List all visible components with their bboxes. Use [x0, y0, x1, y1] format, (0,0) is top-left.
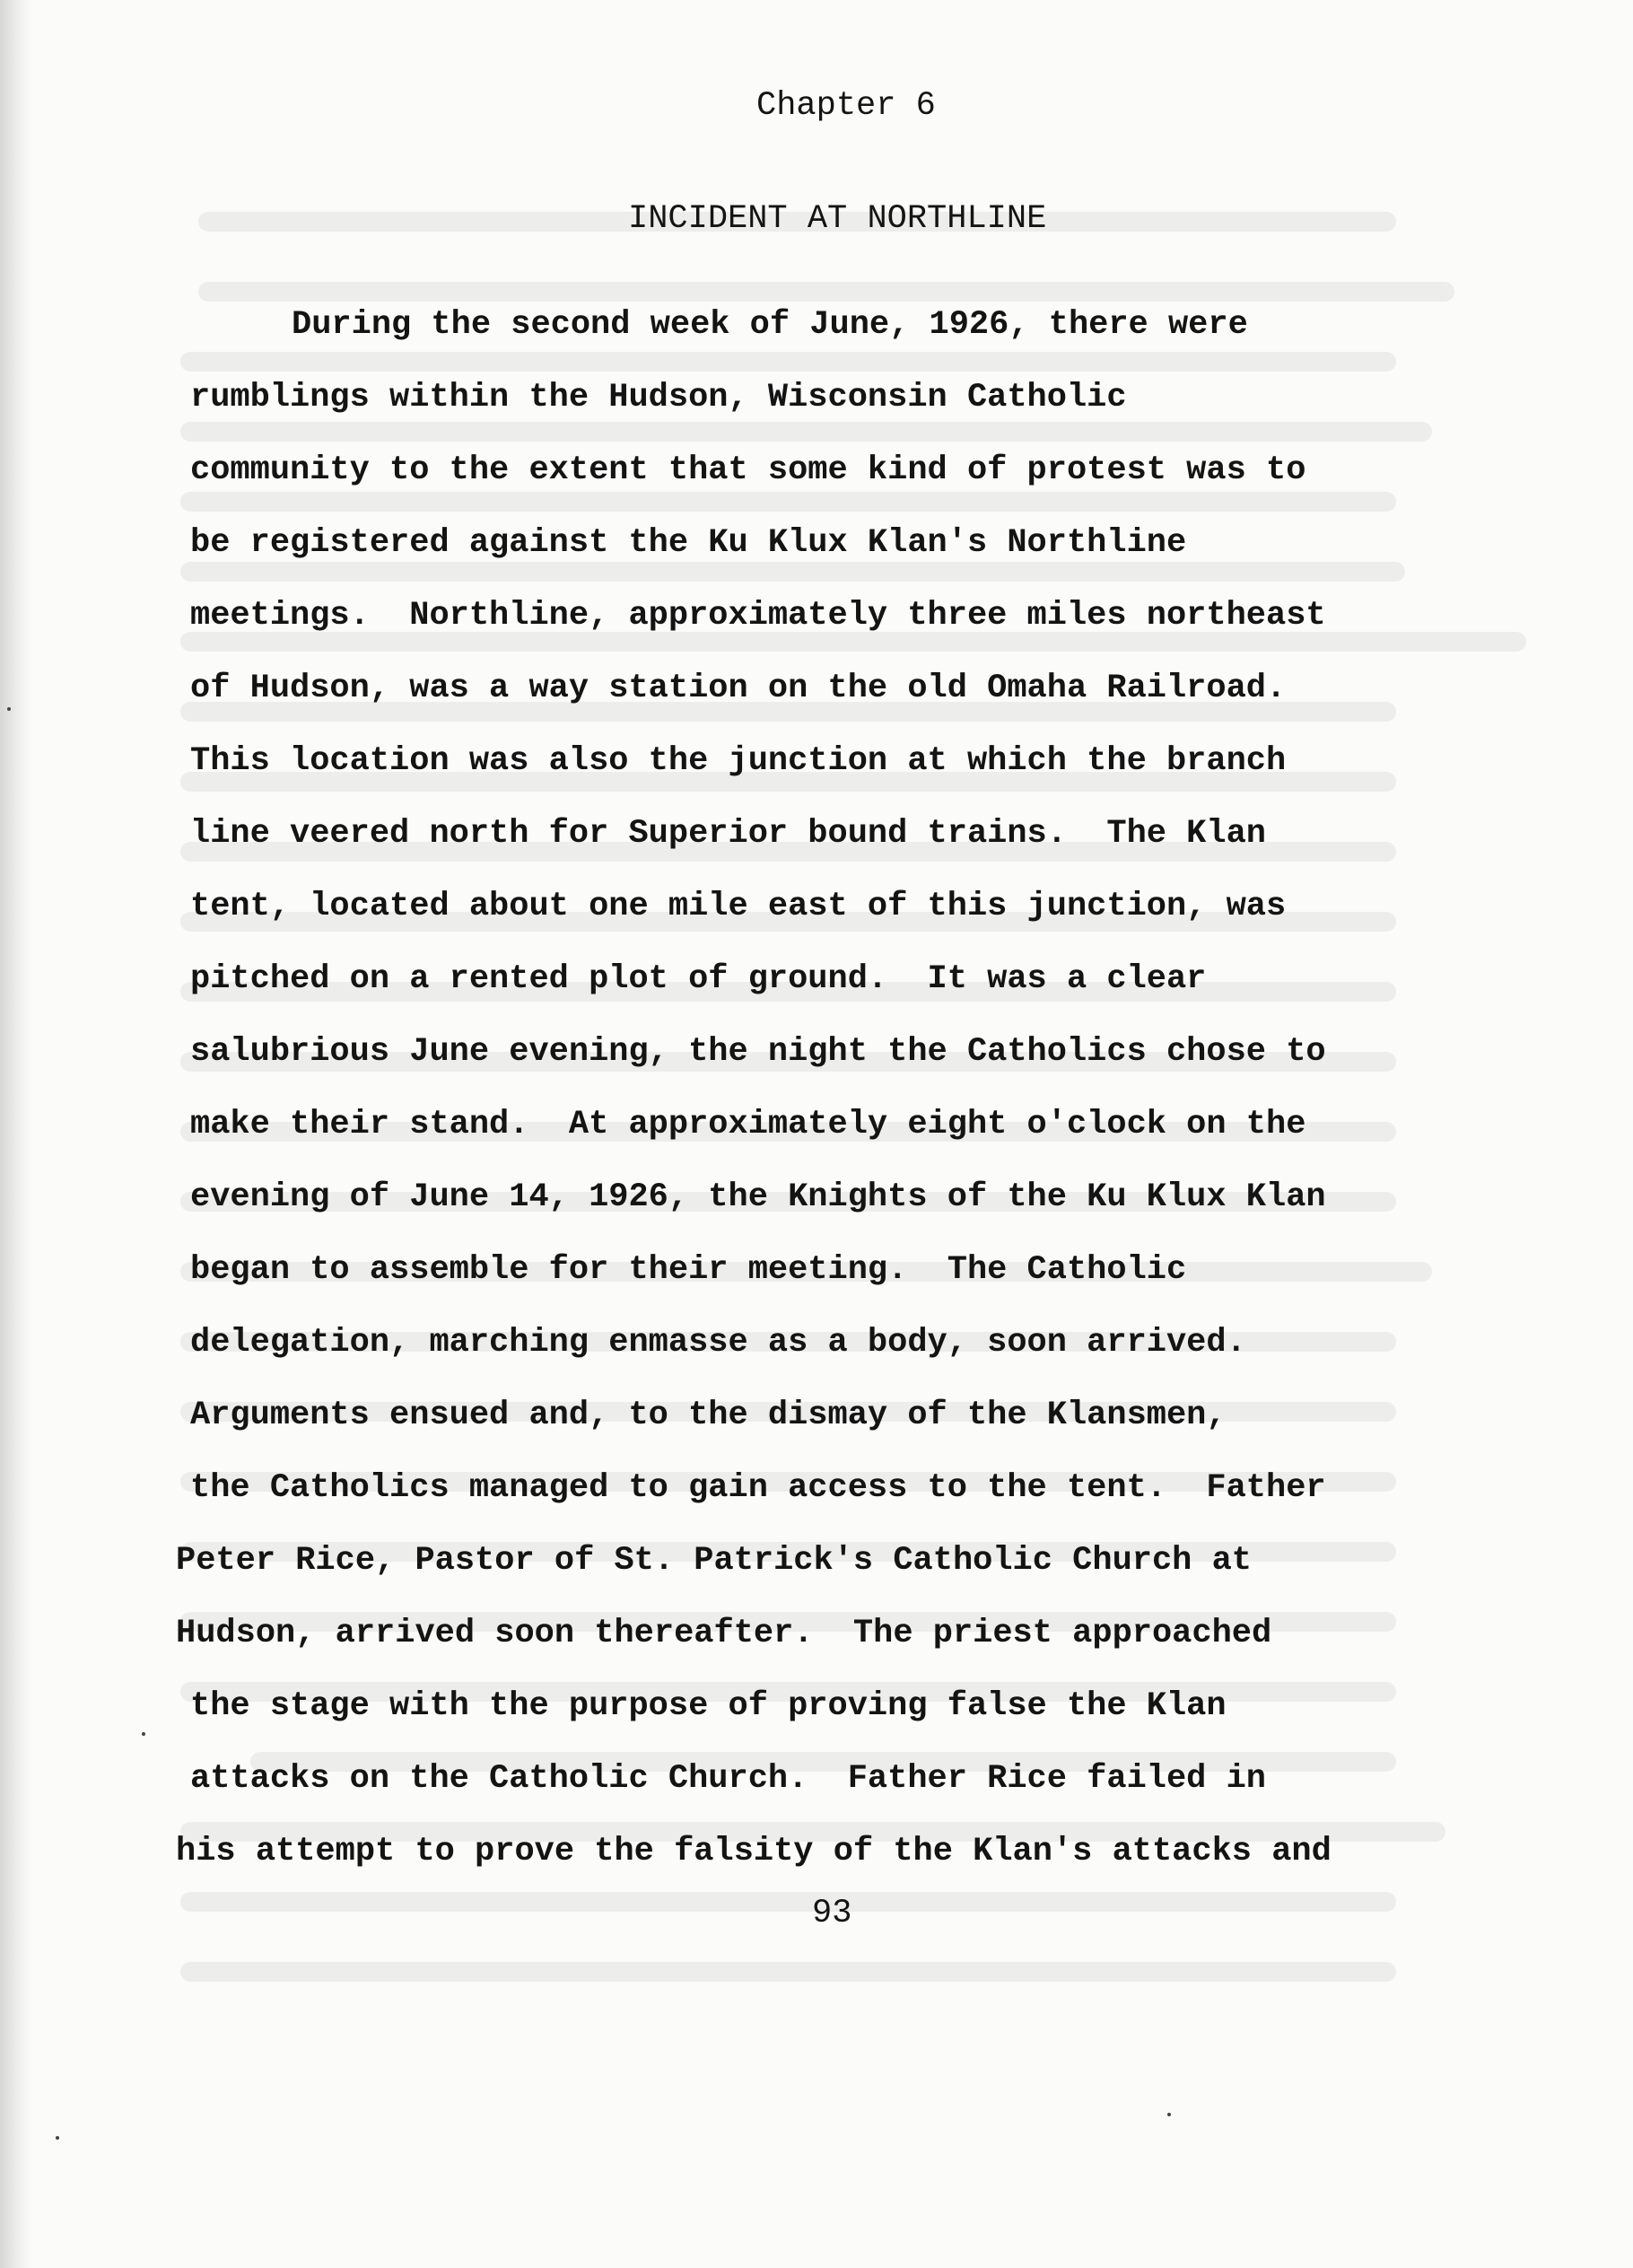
- text-line: salubrious June evening, the night the Catholics chose to: [190, 1033, 1326, 1071]
- text-line: Peter Rice, Pastor of St. Patrick's Catholic Church at: [176, 1542, 1252, 1580]
- scan-speck: [1167, 2113, 1171, 2116]
- page-number: 93: [812, 1895, 852, 1932]
- text-line: Hudson, arrived soon thereafter. The priest approached: [176, 1615, 1272, 1652]
- text-line: community to the extent that some kind of protest was to: [190, 451, 1306, 489]
- text-line: his attempt to prove the falsity of the Klan's attacks and: [176, 1833, 1332, 1870]
- text-line: Arguments ensued and, to the dismay of the Klansmen,: [190, 1397, 1227, 1434]
- text-line: This location was also the junction at which the branch: [190, 742, 1287, 780]
- text-line: delegation, marching enmasse as a body, soon arrived.: [190, 1324, 1246, 1362]
- text-line: make their stand. At approximately eight o'clock on the: [190, 1106, 1306, 1143]
- text-line: the Catholics managed to gain access to the tent. Father: [190, 1469, 1326, 1507]
- text-line: attacks on the Catholic Church. Father Rice failed in: [190, 1760, 1266, 1798]
- scan-speck: [142, 1732, 145, 1736]
- scan-speck: [7, 707, 11, 711]
- chapter-label: Chapter 6: [756, 87, 936, 125]
- text-line: be registered against the Ku Klux Klan's Northline: [190, 524, 1187, 562]
- text-line: meetings. Northline, approximately three miles northeast: [190, 597, 1326, 635]
- text-line: line veered north for Superior bound trains. The Klan: [190, 815, 1266, 853]
- chapter-title: INCIDENT AT NORTHLINE: [628, 200, 1047, 238]
- text-line: of Hudson, was a way station on the old Omaha Railroad.: [190, 670, 1287, 707]
- text-line: tent, located about one mile east of this junction, was: [190, 888, 1287, 925]
- text-line: evening of June 14, 1926, the Knights of the Ku Klux Klan: [190, 1178, 1326, 1216]
- text-line: began to assemble for their meeting. The Catholic: [190, 1251, 1187, 1289]
- text-line: During the second week of June, 1926, there were: [292, 306, 1248, 344]
- text-line: pitched on a rented plot of ground. It was a clear: [190, 960, 1207, 998]
- text-line: rumblings within the Hudson, Wisconsin Catholic: [190, 379, 1127, 416]
- scan-speck: [56, 2136, 59, 2140]
- text-line: the stage with the purpose of proving false the Klan: [190, 1687, 1227, 1725]
